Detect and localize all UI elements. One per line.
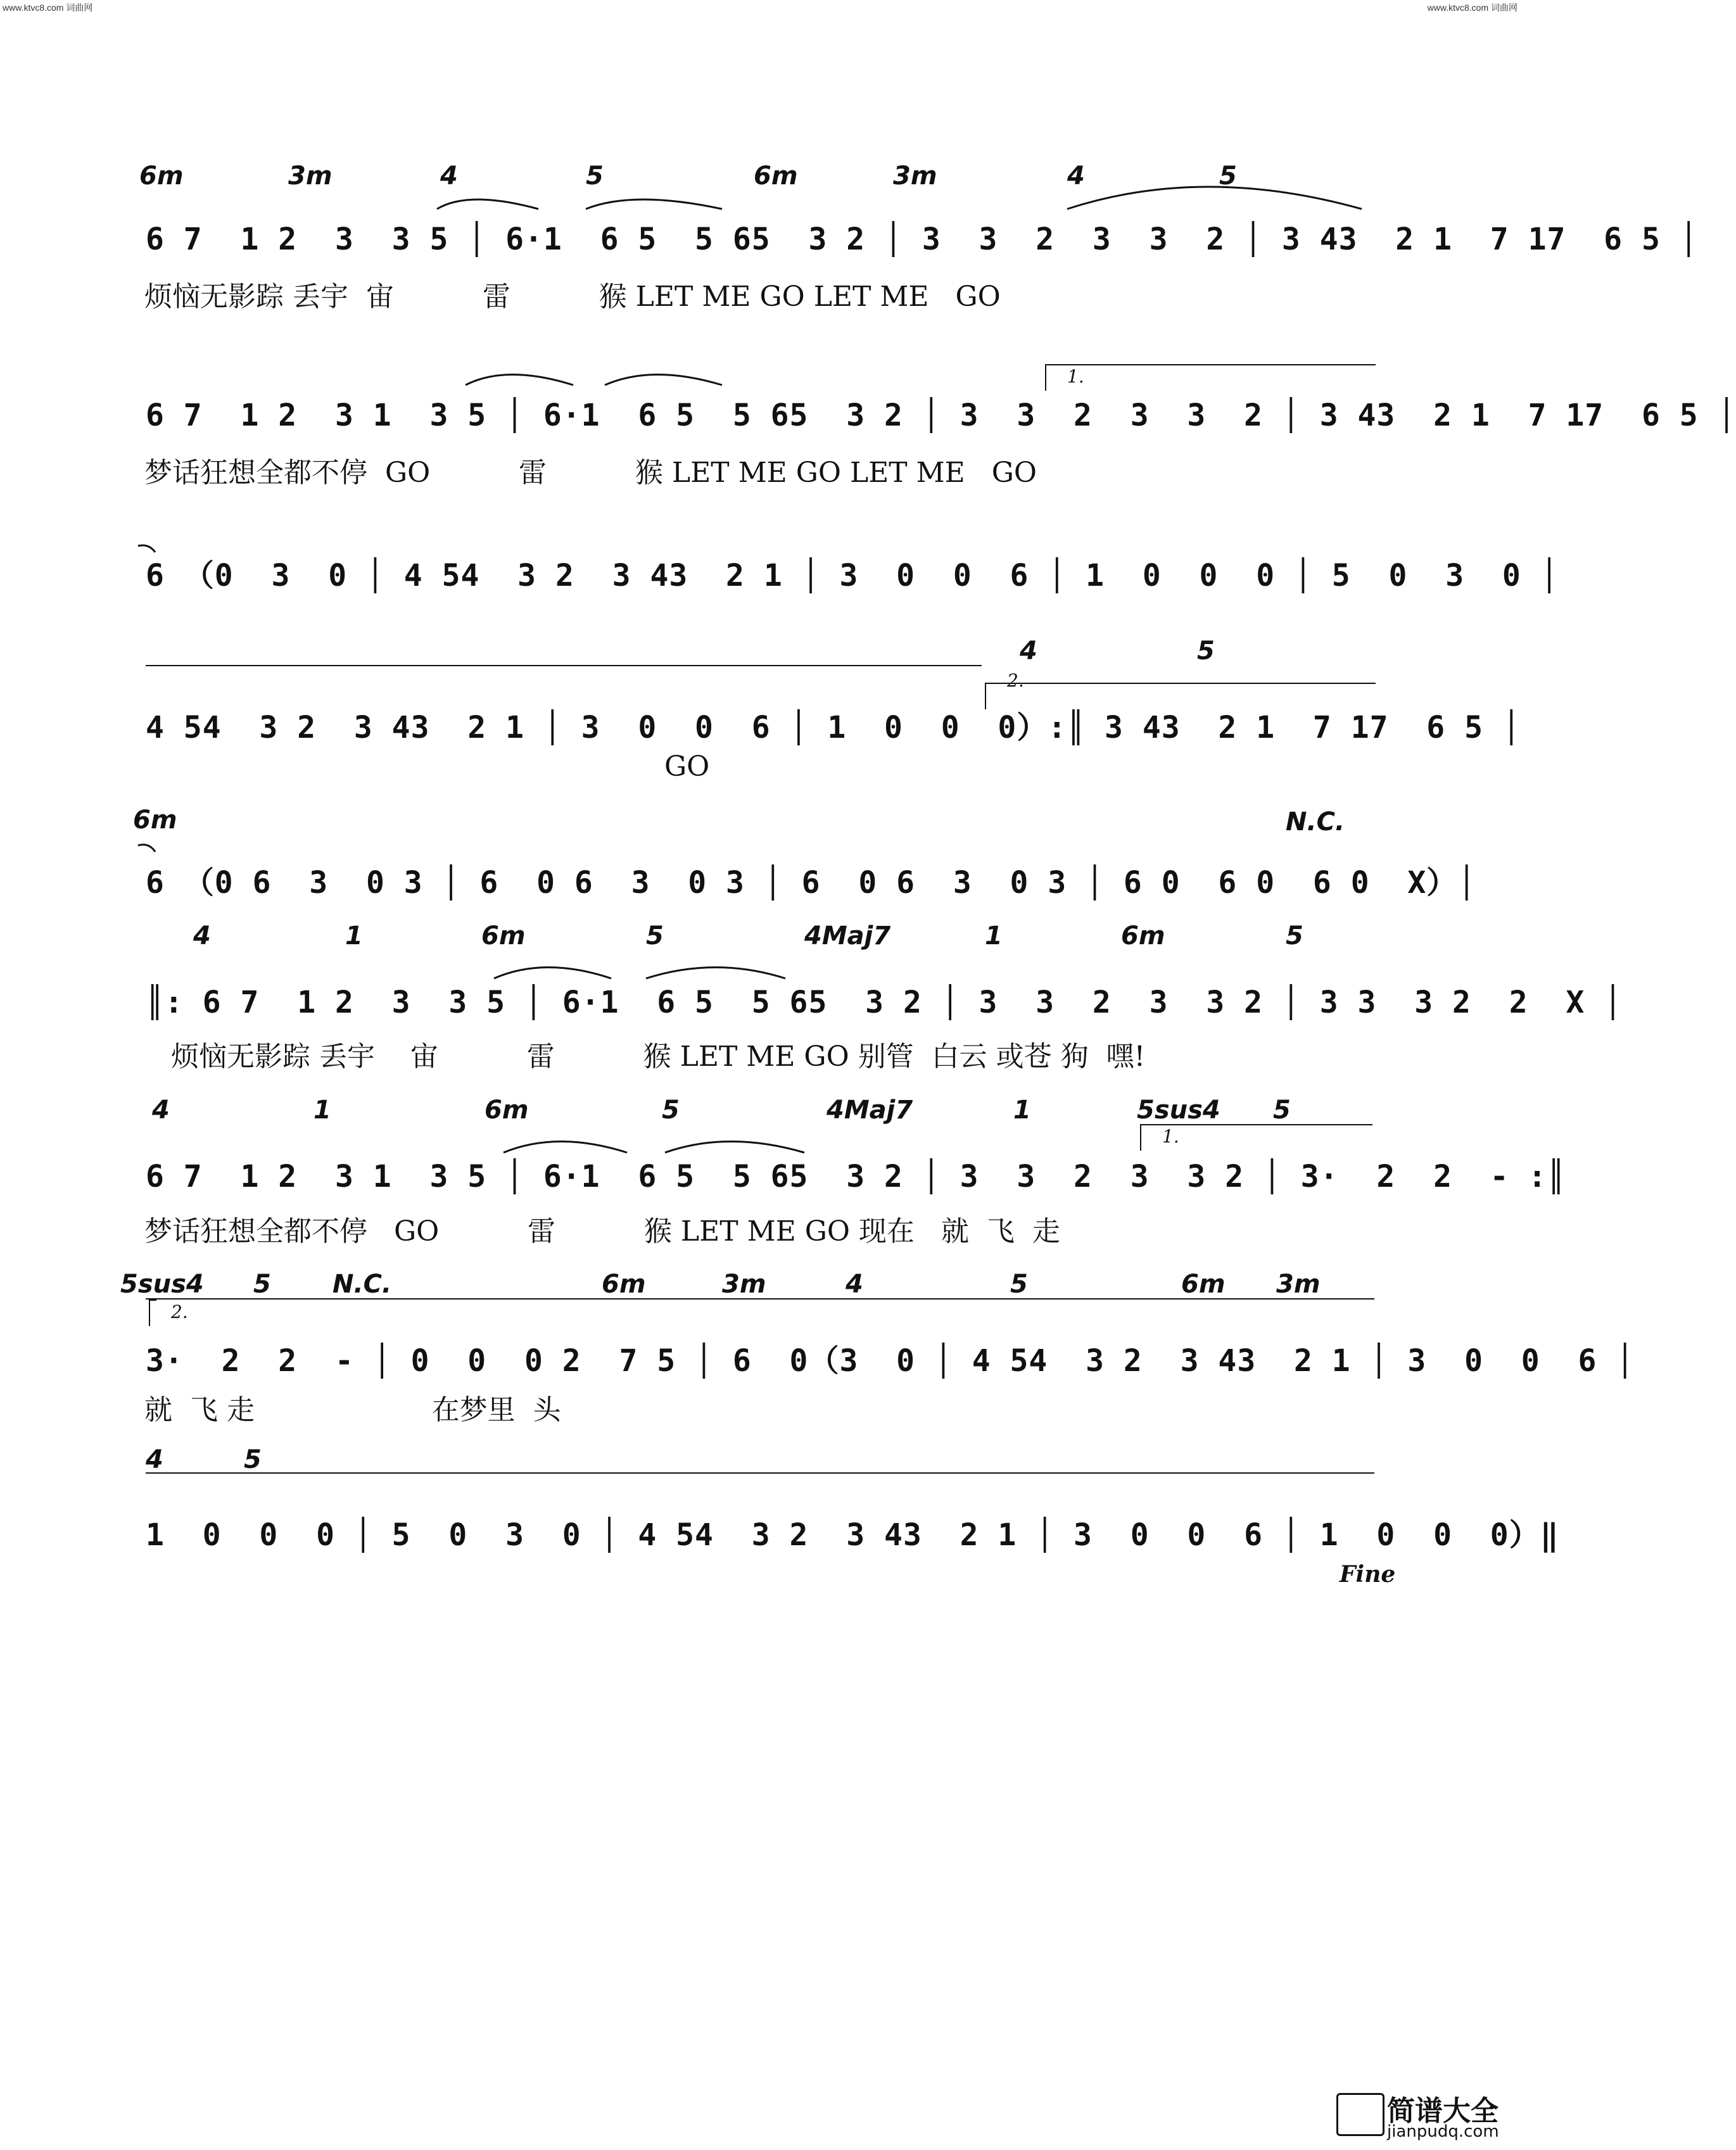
lyrics-row-8: 就 飞 走 在梦里 头 [144,1394,561,1426]
lyrics-row-2: 梦话狂想全都不停 GO 雷 猴 LET ME GO LET ME GO [144,457,1037,489]
chord: 5 [662,1096,680,1125]
fine-mark: Fine [1340,1561,1396,1588]
notation-row-8: 3· 2 2 - │ 0 0 0 2 7 5 │ 6 0（3 0 │ 4 54 3 2 3 43 2 1 │ 3 0 0 6 │ [146,1343,1635,1379]
chord: 4Maj7 [804,921,891,951]
chord: 5 [1010,1270,1028,1299]
chord: 3m [1276,1270,1321,1299]
chord: 6m [602,1270,646,1299]
chord: 5 [1219,161,1237,191]
chord: 6m [139,161,184,191]
lyrics-row-6: 烦恼无影踪 丢宇 宙 雷 猴 LET ME GO 别管 白云 或苍 狗 嘿! [144,1040,1146,1073]
chord: 4 [1067,161,1085,191]
chord: 3m [893,161,937,191]
chord: 5 [253,1270,271,1299]
notation-row-5: 6 （0 6 3 0 3 │ 6 0 6 3 0 3 │ 6 0 6 3 0 3 │ 6 0 6 0 6 0 X）│ [146,865,1477,901]
header-left: www.ktvc8.com 词曲网 [3,3,93,13]
site-logo [1336,2087,1507,2144]
chord: 4 [193,921,211,951]
row-9-top-line [146,1472,1374,1474]
volta-1-label: 1. [1067,366,1084,387]
chord: 4 [846,1270,863,1299]
chord: 1 [345,921,363,951]
chord: 6m [485,1096,529,1125]
row-4-top-line [146,665,982,666]
chord: 6m [1181,1270,1226,1299]
chord: 4 [440,161,458,191]
chord: 6m [1121,921,1165,951]
chord: 4 [1020,636,1037,666]
lyrics-row-7: 梦话狂想全都不停 GO 雷 猴 LET ME GO 现在 就 飞 走 [144,1215,1060,1248]
volta-2-label: 2. [1007,670,1024,691]
volta-1-bracket [1045,364,1376,391]
notation-row-4: 4 54 3 2 3 43 2 1 │ 3 0 0 6 │ 1 0 0 0）:║ 3 43 2 1 7 17 6 5 │ [146,710,1521,745]
chord: 5sus4 [1137,1096,1220,1125]
chord: 5sus4 [120,1270,204,1299]
volta-4-bracket [149,1299,156,1326]
chord: 5 [1197,636,1215,666]
chord: N.C. [333,1270,392,1299]
chord: 6m [133,806,177,835]
piano-icon [1336,2093,1384,2136]
chord: 4Maj7 [827,1096,913,1125]
chord: 6m [754,161,798,191]
notation-row-3: 6 （0 3 0 │ 4 54 3 2 3 43 2 1 │ 3 0 0 6 │ 1 0 0 0 │ 5 0 3 0 │ [146,558,1559,593]
header-right: www.ktvc8.com 词曲网 [1427,3,1517,13]
volta-3-label: 1. [1162,1126,1179,1147]
chord: 5 [1273,1096,1291,1125]
chord: 5 [646,921,664,951]
chord: 4 [152,1096,170,1125]
chord: 1 [314,1096,331,1125]
chord: 5 [1286,921,1303,951]
logo-url: jianpudq.com [1387,2122,1499,2141]
chord: 1 [985,921,1003,951]
chord: 6m [481,921,526,951]
notation-row-7: 6 7 1 2 3 1 3 5 │ 6·1 6 5 5 65 3 2 │ 3 3 2 3 3 2 │ 3· 2 2 - :║ [146,1159,1566,1194]
notation-row-9: 1 0 0 0 │ 5 0 3 0 │ 4 54 3 2 3 43 2 1 │ 3 0 0 6 │ 1 0 0 0）‖ [146,1517,1559,1553]
logo-text: 简谱大全 [1387,2095,1498,2127]
notation-row-6: ║: 6 7 1 2 3 3 5 │ 6·1 6 5 5 65 3 2 │ 3 3 2 3 3 2 │ 3 3 3 2 2 X │ [146,985,1623,1020]
chord: 5 [244,1445,262,1474]
chord: 5 [586,161,604,191]
chord: N.C. [1286,807,1345,837]
chord: 3m [288,161,333,191]
lyrics-row-1: 烦恼无影踪 丢宇 宙 雷 猴 LET ME GO LET ME GO [144,281,1001,313]
chord: 1 [1013,1096,1031,1125]
notation-row-2: 6 7 1 2 3 1 3 5 │ 6·1 6 5 5 65 3 2 │ 3 3 2 3 3 2 │ 3 43 2 1 7 17 6 5 │ [146,398,1736,433]
lyrics-row-4: GO [0,750,710,783]
volta-4-label: 2. [171,1301,188,1322]
chord: 3m [722,1270,766,1299]
chord: 4 [146,1445,163,1474]
notation-row-1: 6 7 1 2 3 3 5 │ 6·1 6 5 5 65 3 2 │ 3 3 2 3 3 2 │ 3 43 2 1 7 17 6 5 │ [146,222,1699,257]
